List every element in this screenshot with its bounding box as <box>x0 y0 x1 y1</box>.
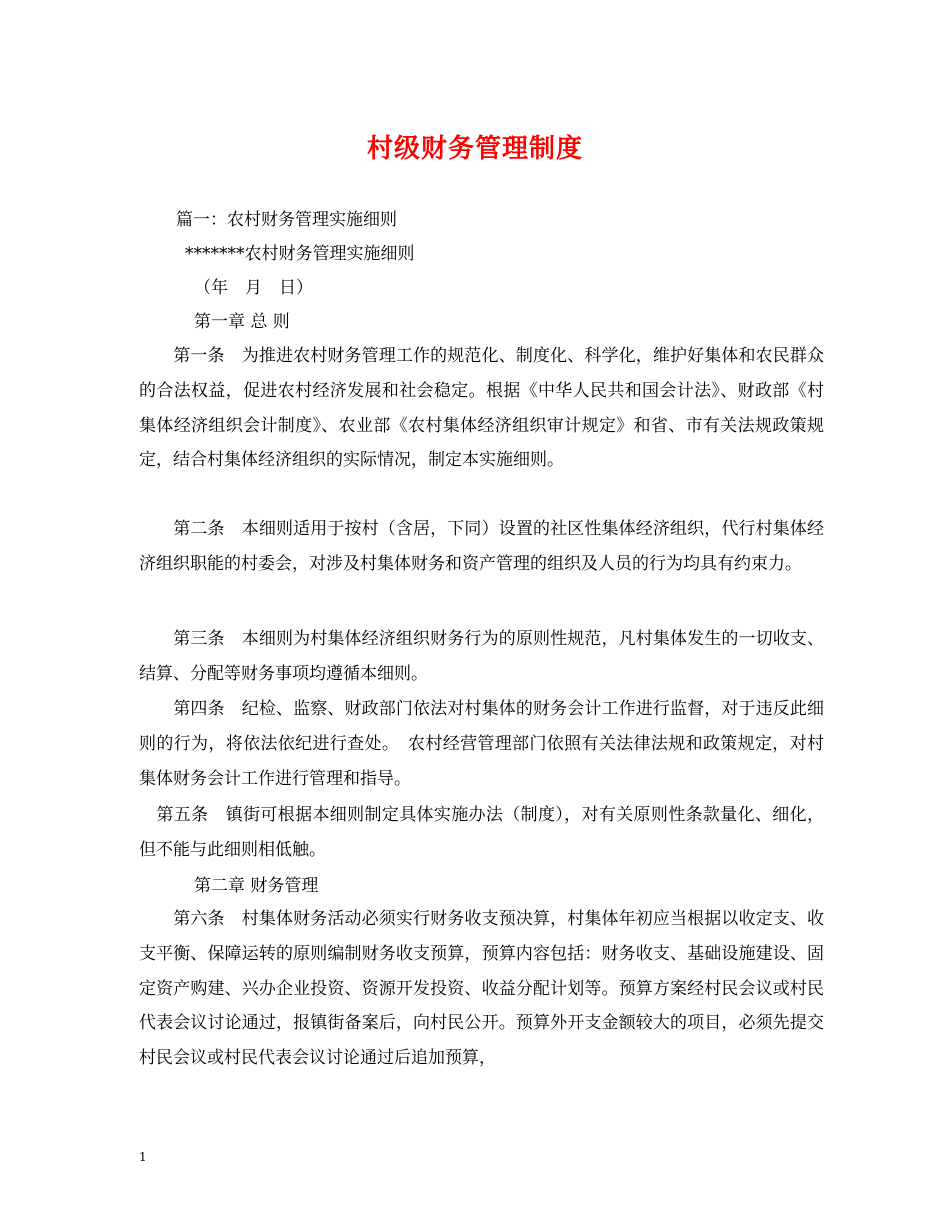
article-paragraph: 第三条 本细则为村集体经济组织财务行为的原则性规范，凡村集体发生的一切收支、结算、分配等财务事项均遵循本细则。 <box>139 629 824 684</box>
date-line: （年 月 日） <box>194 278 313 298</box>
document-title: 村级财务管理制度 <box>366 134 583 164</box>
article-paragraph: 第一条 为推进农村财务管理工作的规范化、制度化、科学化，维护好集体和农民群众的合法权益，促进农村经济发展和社会稳定。根据《中华人民共和国会计法》、财政部《村集体经济组织会计制度》、农业部《农村集体经济组织审计规定》和省、市有关法规政策规定，结合村集体经济组织的实际情况，制定本实施细则。 <box>139 346 824 471</box>
subtitle-line: *******农村财务管理实施细则 <box>185 244 415 264</box>
article-paragraph: 第六条 村集体财务活动必须实行财务收支预决算，村集体年初应当根据以收定支、收支平衡、保障运转的原则编制财务收支预算，预算内容包括：财务收支、基础设施建设、固定资产购建、兴办企业投资、资源开发投资、收益分配计划等。预算方案经村民会议或村民代表会议讨论通过，报镇街备案后，向村民公开。预算外开支金额较大的项目，必须先提交村民会议或村民代表会议讨论通过后追加预算， <box>139 909 824 1069</box>
article-paragraph: 第二条 本细则适用于按村（含居，下同）设置的社区性集体经济组织，代行村集体经济组织职能的村委会，对涉及村集体财务和资产管理的组织及人员的行为均具有约束力。 <box>139 519 824 574</box>
subtitle-line: 篇一：农村财务管理实施细则 <box>176 210 397 230</box>
article-paragraph: 第五条 镇街可根据本细则制定具体实施办法（制度），对有关原则性条款量化、细化，但不能与此细则相低触。 <box>139 805 824 860</box>
article-paragraph: 第四条 纪检、监察、财政部门依法对村集体的财务会计工作进行监督，对于违反此细则的行为，将依法依纪进行查处。 农村经营管理部门依照有关法律法规和政策规定，对村集体财务会计工作进行管理和指导。 <box>139 699 824 789</box>
chapter-heading: 第一章 总 则 <box>194 312 290 332</box>
page-number: 1 <box>139 1150 147 1164</box>
chapter-heading: 第二章 财务管理 <box>194 876 319 896</box>
